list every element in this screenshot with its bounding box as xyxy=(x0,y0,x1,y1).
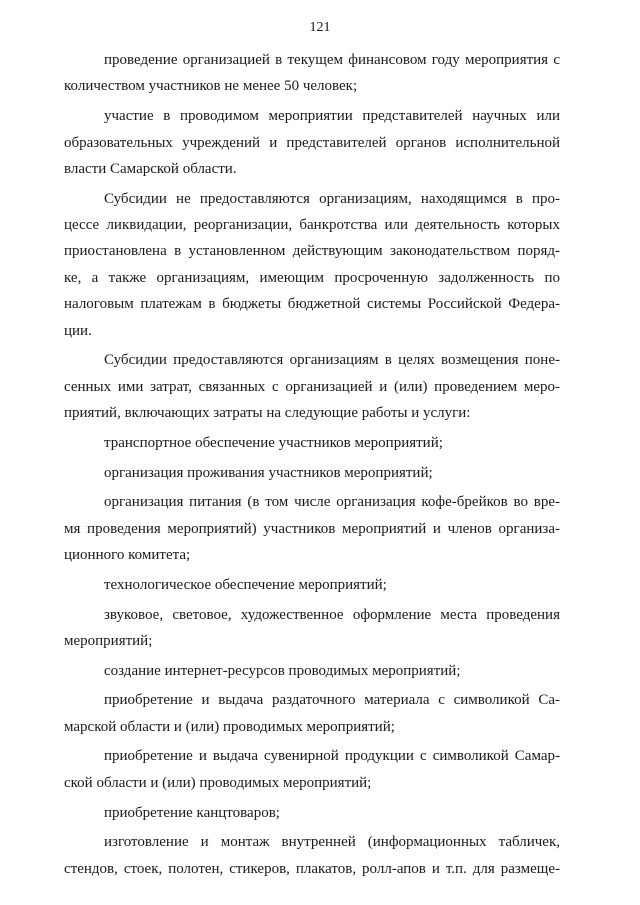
text-line: ке, а также организациям, имеющим просроченную задолженность по xyxy=(64,269,560,286)
text-line: приобретение и выдача сувенирной продукции с символикой Самар- xyxy=(104,748,560,765)
paragraph xyxy=(64,430,560,456)
paragraph xyxy=(64,687,560,740)
paragraph xyxy=(64,800,560,826)
text-line: транспортное обеспечение участников мероприятий; xyxy=(104,434,443,451)
paragraph xyxy=(64,489,560,568)
text-line: марской области и (или) проводимых мероприятий; xyxy=(64,718,395,735)
text-line: звуковое, световое, художественное оформление места проведения xyxy=(104,606,560,623)
paragraph xyxy=(64,658,560,684)
text-line: приобретение и выдача раздаточного материала с символикой Са- xyxy=(104,692,560,709)
text-line: создание интернет-ресурсов проводимых мероприятий; xyxy=(104,662,461,679)
paragraph xyxy=(64,743,560,796)
text-line: цессе ликвидации, реорганизации, банкротства или деятельность которых xyxy=(64,217,560,234)
paragraph xyxy=(64,602,560,655)
text-line: приостановлена в установленном действующим законодательством поряд- xyxy=(64,243,560,260)
paragraph xyxy=(64,460,560,486)
paragraph xyxy=(64,47,560,100)
text-line: организация питания (в том числе организация кофе-брейков во вре- xyxy=(104,494,560,511)
text-line: организация проживания участников мероприятий; xyxy=(104,464,433,481)
text-line: ской области и (или) проводимых мероприятий; xyxy=(64,774,372,791)
paragraph xyxy=(64,572,560,598)
text-line: ционного комитета; xyxy=(64,547,191,564)
text-line: власти Самарской области. xyxy=(64,160,237,177)
paragraph xyxy=(64,103,560,182)
text-line: мя проведения мероприятий) участников мероприятий и членов организа- xyxy=(64,520,560,537)
text-line: стендов, стоек, полотен, стикеров, плакатов, ролл-апов и т.п. для размеще- xyxy=(64,860,560,877)
text-line: приобретение канцтоваров; xyxy=(104,804,280,821)
paragraph xyxy=(64,186,560,344)
text-line: проведение организацией в текущем финансовом году мероприятия с xyxy=(104,52,560,68)
text-line: образовательных учреждений и представителей органов исполнительной xyxy=(64,134,560,151)
text-line: налоговым платежам в бюджеты бюджетной системы Российской Федера- xyxy=(64,296,560,313)
text-line: изготовление и монтаж внутренней (информационных табличек, xyxy=(104,834,560,851)
text-line: мероприятий; xyxy=(64,632,153,649)
document-body xyxy=(64,47,560,885)
text-line: Субсидии не предоставляются организациям, находящимся в про- xyxy=(104,190,560,207)
text-line: участие в проводимом мероприятии представителей научных или xyxy=(104,108,560,125)
text-line: технологическое обеспечение мероприятий; xyxy=(104,576,387,593)
text-line: Субсидии предоставляются организациям в целях возмещения поне- xyxy=(104,352,560,369)
text-line: количеством участников не менее 50 человек; xyxy=(64,78,358,95)
text-line: приятий, включающих затраты на следующие работы и услуги: xyxy=(64,405,471,422)
text-line: ции. xyxy=(64,322,92,339)
paragraph xyxy=(64,829,560,882)
paragraph xyxy=(64,347,560,426)
page-number: 121 xyxy=(309,20,331,35)
text-line: сенных ими затрат, связанных с организацией и (или) проведением меро- xyxy=(64,378,560,395)
